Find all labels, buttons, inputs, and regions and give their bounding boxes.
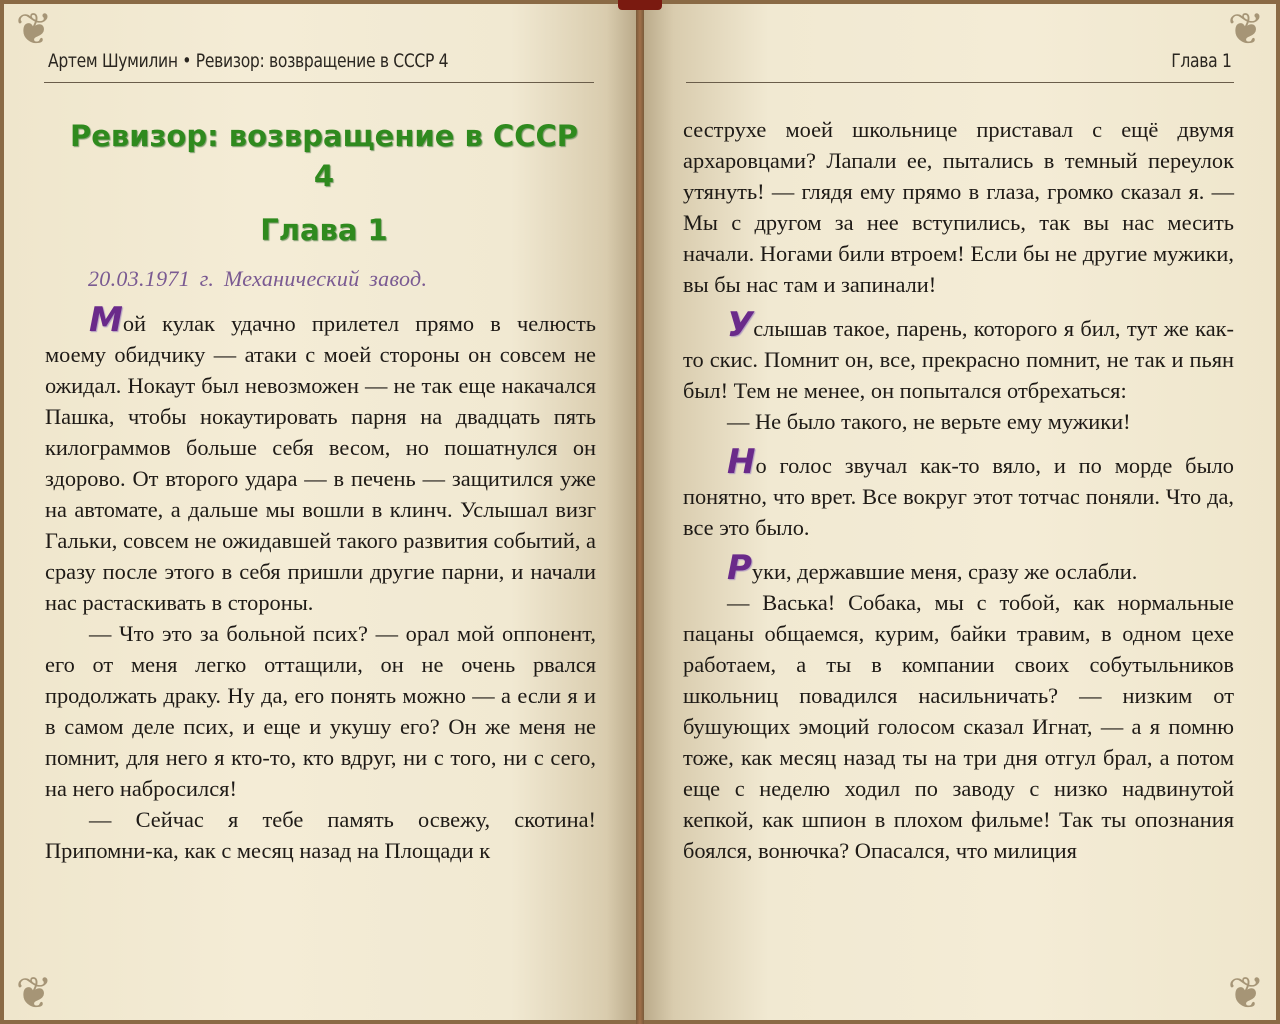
right-body-text bbox=[683, 114, 1234, 866]
bookmark-ribbon bbox=[618, 0, 662, 10]
date-line: 20.03.1971 г. Механический завод. bbox=[88, 266, 428, 291]
book-title: Ревизор: возвращение в СССР 4 bbox=[69, 119, 579, 193]
drop-cap: М bbox=[89, 300, 123, 340]
corner-ornament-icon: ❦ bbox=[15, 5, 53, 54]
left-body-text bbox=[45, 300, 596, 866]
paragraph: Руки, державшие меня, сразу же ослабли. bbox=[727, 548, 1138, 588]
left-page[interactable] bbox=[4, 4, 638, 1020]
paragraph: — Сейчас я тебе память освежу, скотина! Припомни-ка, как с месяц назад на Площади к bbox=[45, 807, 596, 863]
paragraph: Услышав такое, парень, которого я бил, тут же как-то скис. Помнит он, все, прекрасно помнит, не так и пьян был! Тем не менее, он попытался отбрехаться: bbox=[683, 305, 1234, 403]
paragraph: Мой кулак удачно прилетел прямо в челюсть моему обидчику — атаки с моей стороны он совсем не ожидал. Нокаут был невозможен — не так еще накачался Пашка, чтобы нокаутировать парня на двадцать пять килограммов больше себя весом, но пошатнулся он здорово. От второго удара — в печень — защитился уже на автомате, а дальше мы вошли в клинч. Услышал визг Гальки, совсем не ожидавшей такого развития событий, а сразу после этого в себя пришли другие парни, и начали нас растаскивать в стороны. bbox=[45, 300, 596, 615]
paragraph: сеструхе моей школьнице приставал с ещё двумя архаровцами? Лапали ее, пытались в темный переулок утянуть! — глядя ему прямо в глаза, громко сказал я. — Мы с другом за нее вступились, так вы нас месить начали. Ногами били втроем! Если бы не другие мужики, вы бы нас там и запинали! bbox=[683, 117, 1234, 297]
book-spine bbox=[636, 0, 644, 1024]
chapter-title: Глава 1 bbox=[260, 213, 388, 247]
header-rule bbox=[44, 82, 594, 83]
running-header-right: Глава 1 bbox=[1171, 50, 1232, 72]
corner-ornament-icon: ❦ bbox=[1227, 5, 1265, 54]
corner-ornament-icon: ❦ bbox=[1227, 969, 1265, 1018]
drop-cap: Р bbox=[727, 548, 752, 588]
drop-cap: У bbox=[727, 305, 754, 345]
drop-cap: Н bbox=[727, 442, 756, 482]
paragraph: Но голос звучал как-то вяло, и по морде было понятно, что врет. Все вокруг этот тотчас поняли. Что да, все это было. bbox=[683, 442, 1234, 540]
header-rule bbox=[686, 82, 1234, 83]
corner-ornament-icon: ❦ bbox=[15, 969, 53, 1018]
running-header-left: Артем Шумилин • Ревизор: возвращение в СССР 4 bbox=[48, 50, 449, 72]
paragraph: — Не было такого, не верьте ему мужики! bbox=[727, 409, 1131, 434]
paragraph: — Что это за больной псих? — орал мой оппонент, его от меня легко оттащили, он не очень рвался продолжать драку. Ну да, его понять можно — а если я и в самом деле псих, и еще и укушу его? Он же меня не помнит, для него я кто-то, кто вдруг, ни с того, ни с сего, на него набросился! bbox=[45, 621, 596, 801]
paragraph: — Васька! Собака, мы с тобой, как нормальные пацаны общаемся, курим, байки травим, в одном цехе работаем, а ты в компании своих собутыльников школьниц повадился насильничать? — низким от бушующих эмоций голосом сказал Игнат, — а я помню тоже, как месяц назад ты на три дня отгул брал, а потом еще с неделю ходил по заводу с низко надвинутой кепкой, как шпион в плохом фильме! Так ты опознания боялся, вонючка? Опасался, что милиция bbox=[683, 590, 1234, 863]
right-page[interactable] bbox=[642, 4, 1276, 1020]
